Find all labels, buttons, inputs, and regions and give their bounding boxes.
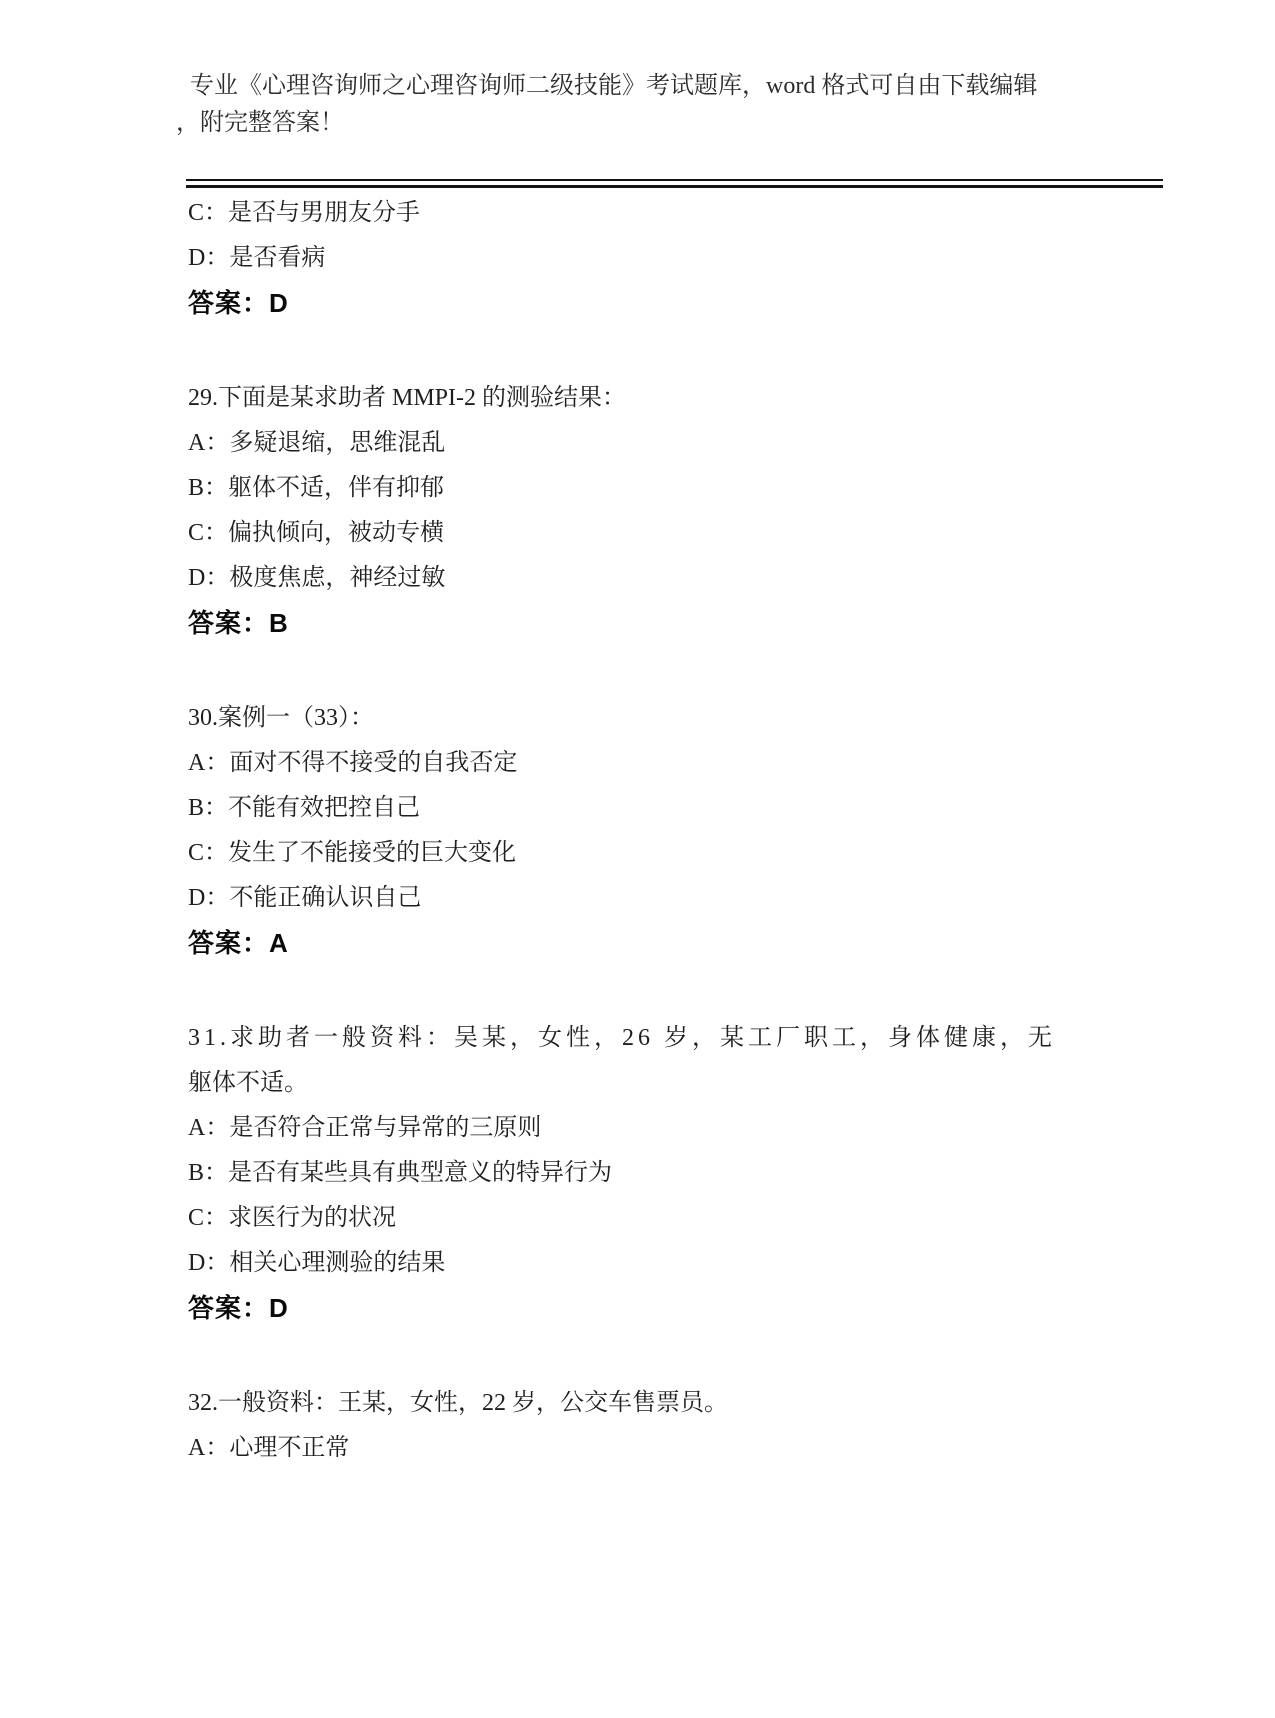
question-stem: 躯体不适。	[188, 1070, 308, 1096]
question-block	[188, 376, 1128, 646]
option-line: C：偏执倾向，被动专横	[188, 520, 445, 546]
questions-area	[188, 191, 1128, 1471]
question-options	[188, 421, 1128, 601]
answer-line: 答案：D	[188, 1293, 289, 1323]
option-line: C：求医行为的状况	[188, 1205, 397, 1231]
section-divider	[186, 179, 1163, 188]
question-block	[188, 191, 1128, 326]
question-stem: 31.求助者一般资料：吴某，女性，26 岁，某工厂职工，身体健康，无	[188, 1025, 1056, 1051]
document-page	[0, 68, 1275, 1718]
option-line: B：是否有某些具有典型意义的特异行为	[188, 1160, 613, 1186]
option-line: D：极度焦虑，神经过敏	[188, 565, 446, 591]
option-line: B：躯体不适，伴有抑郁	[188, 475, 445, 501]
option-line: D：是否看病	[188, 245, 326, 271]
option-line: D：不能正确认识自己	[188, 885, 422, 911]
header-line-1: 专业《心理咨询师之心理咨询师二级技能》考试题库，word 格式可自由下载编辑	[190, 73, 1038, 99]
document-header	[176, 68, 1136, 142]
option-line: C：是否与男朋友分手	[188, 200, 421, 226]
question-options	[188, 191, 1128, 281]
option-line: B：不能有效把控自己	[188, 795, 421, 821]
answer-line: 答案：B	[188, 608, 289, 638]
question-stems	[188, 1381, 1128, 1426]
question-block	[188, 1381, 1128, 1471]
question-stems	[188, 376, 1128, 421]
question-stem: 32.一般资料：王某，女性，22 岁，公交车售票员。	[188, 1390, 728, 1416]
option-line: A：心理不正常	[188, 1435, 350, 1461]
option-line: A：面对不得不接受的自我否定	[188, 750, 518, 776]
answer-line: 答案：A	[188, 928, 289, 958]
answer-line: 答案：D	[188, 288, 289, 318]
question-stem: 30.案例一（33）：	[188, 705, 374, 731]
question-stem: 29.下面是某求助者 MMPI-2 的测验结果：	[188, 385, 627, 411]
question-block	[188, 1016, 1128, 1331]
header-line-2: ，附完整答案！	[176, 110, 344, 136]
question-options	[188, 1106, 1128, 1286]
option-line: A：是否符合正常与异常的三原则	[188, 1115, 542, 1141]
question-stems	[188, 1016, 1128, 1106]
option-line: A：多疑退缩，思维混乱	[188, 430, 446, 456]
question-options	[188, 1426, 1128, 1471]
option-line: C：发生了不能接受的巨大变化	[188, 840, 517, 866]
question-block	[188, 696, 1128, 966]
question-stems	[188, 696, 1128, 741]
option-line: D：相关心理测验的结果	[188, 1250, 446, 1276]
question-options	[188, 741, 1128, 921]
